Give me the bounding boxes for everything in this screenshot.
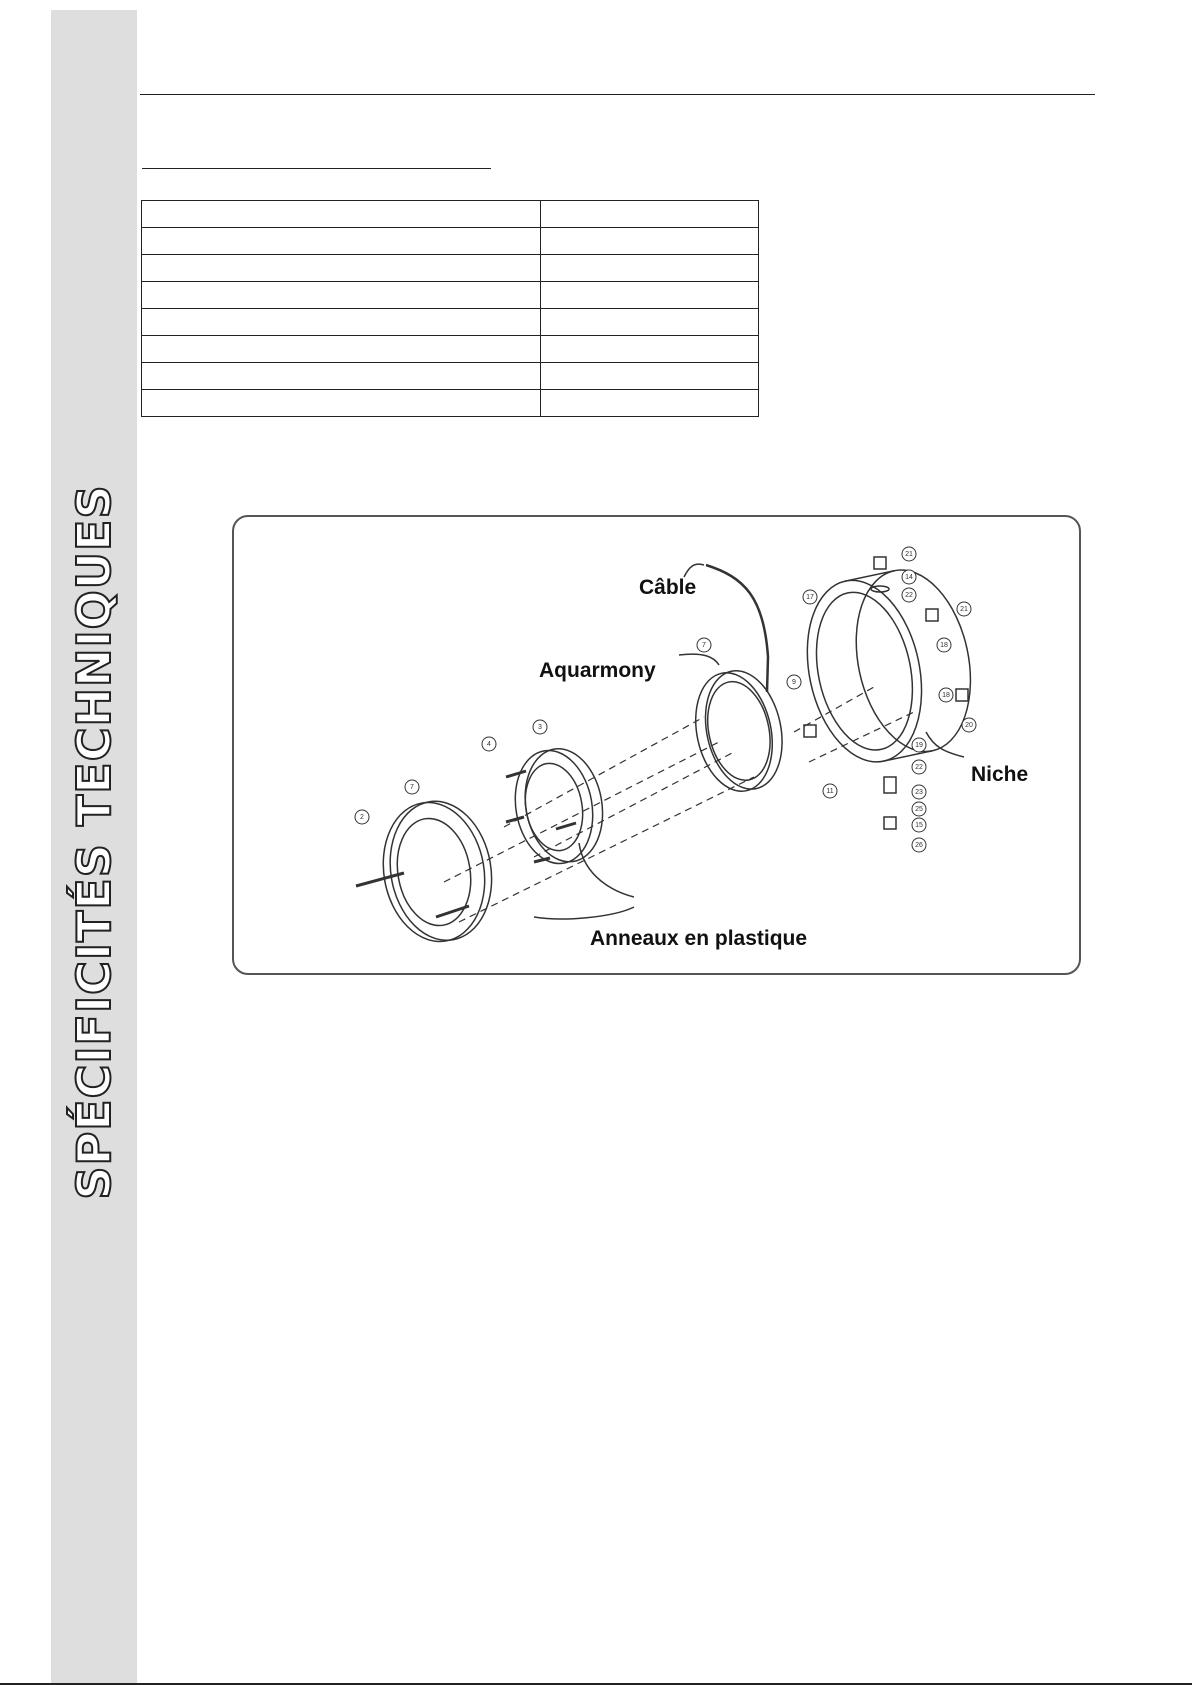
table-row xyxy=(142,201,759,228)
table-cell xyxy=(142,255,541,282)
part-number: 26 xyxy=(915,842,923,849)
part-number: 2 xyxy=(360,814,364,821)
table-cell xyxy=(142,201,541,228)
part-number: 17 xyxy=(806,594,814,601)
part-number: 4 xyxy=(487,741,491,748)
part-number: 20 xyxy=(965,722,973,729)
exploded-view-diagram xyxy=(232,515,1081,975)
table-cell xyxy=(142,282,541,309)
component-block xyxy=(926,609,938,621)
front-ring xyxy=(373,793,503,949)
table-cell xyxy=(142,336,541,363)
table-row xyxy=(142,255,759,282)
part-number: 7 xyxy=(410,784,414,791)
part-number: 22 xyxy=(915,764,923,771)
aquarmony-lamp xyxy=(685,664,792,799)
label-aquarmony: Aquarmony xyxy=(539,659,656,682)
table-cell xyxy=(541,336,759,363)
spec-table xyxy=(141,200,759,417)
table-row xyxy=(142,228,759,255)
table-cell xyxy=(142,309,541,336)
table-cell xyxy=(541,390,759,417)
part-number: 22 xyxy=(905,592,913,599)
leader-line-rings xyxy=(534,907,634,919)
table-cell xyxy=(541,282,759,309)
table-cell xyxy=(541,309,759,336)
cable-wire xyxy=(706,565,768,692)
component-block xyxy=(956,689,968,701)
table-cell xyxy=(541,363,759,390)
part-number: 7 xyxy=(702,642,706,649)
part-number: 14 xyxy=(905,574,913,581)
header-rule xyxy=(140,94,1095,95)
part-number: 21 xyxy=(960,606,968,613)
part-number: 18 xyxy=(940,642,948,649)
table-row xyxy=(142,282,759,309)
leader-line-aquarmony xyxy=(679,654,719,665)
label-niche: Niche xyxy=(971,763,1029,786)
section-heading-underline xyxy=(142,168,491,169)
part-number: 21 xyxy=(905,551,913,558)
component-block xyxy=(884,777,896,793)
table-row xyxy=(142,390,759,417)
sidebar-title: SPÉCIFICITÉS TECHNIQUES xyxy=(67,484,121,1200)
part-number: 18 xyxy=(942,692,950,699)
label-plastic-rings: Anneaux en plastique xyxy=(590,927,808,950)
table-cell xyxy=(142,363,541,390)
table-cell xyxy=(541,255,759,282)
part-number: 15 xyxy=(915,822,923,829)
table-cell xyxy=(142,390,541,417)
table-cell xyxy=(541,201,759,228)
middle-ring xyxy=(507,743,611,870)
component-block xyxy=(884,817,896,829)
table-row xyxy=(142,336,759,363)
table-row xyxy=(142,309,759,336)
table-row xyxy=(142,363,759,390)
part-number: 25 xyxy=(915,806,923,813)
leader-line-rings xyxy=(579,843,634,897)
niche-housing xyxy=(792,559,987,772)
assembly-guide-lines xyxy=(444,687,914,922)
part-number: 11 xyxy=(826,788,834,795)
part-number: 9 xyxy=(792,679,796,686)
part-number: 19 xyxy=(915,742,923,749)
label-cable: Câble xyxy=(639,576,697,599)
table-cell xyxy=(142,228,541,255)
component-block xyxy=(874,557,886,569)
part-number: 3 xyxy=(538,724,542,731)
component-block xyxy=(804,725,816,737)
table-cell xyxy=(541,228,759,255)
part-number: 23 xyxy=(915,789,923,796)
diagram-drawing xyxy=(234,517,1079,973)
